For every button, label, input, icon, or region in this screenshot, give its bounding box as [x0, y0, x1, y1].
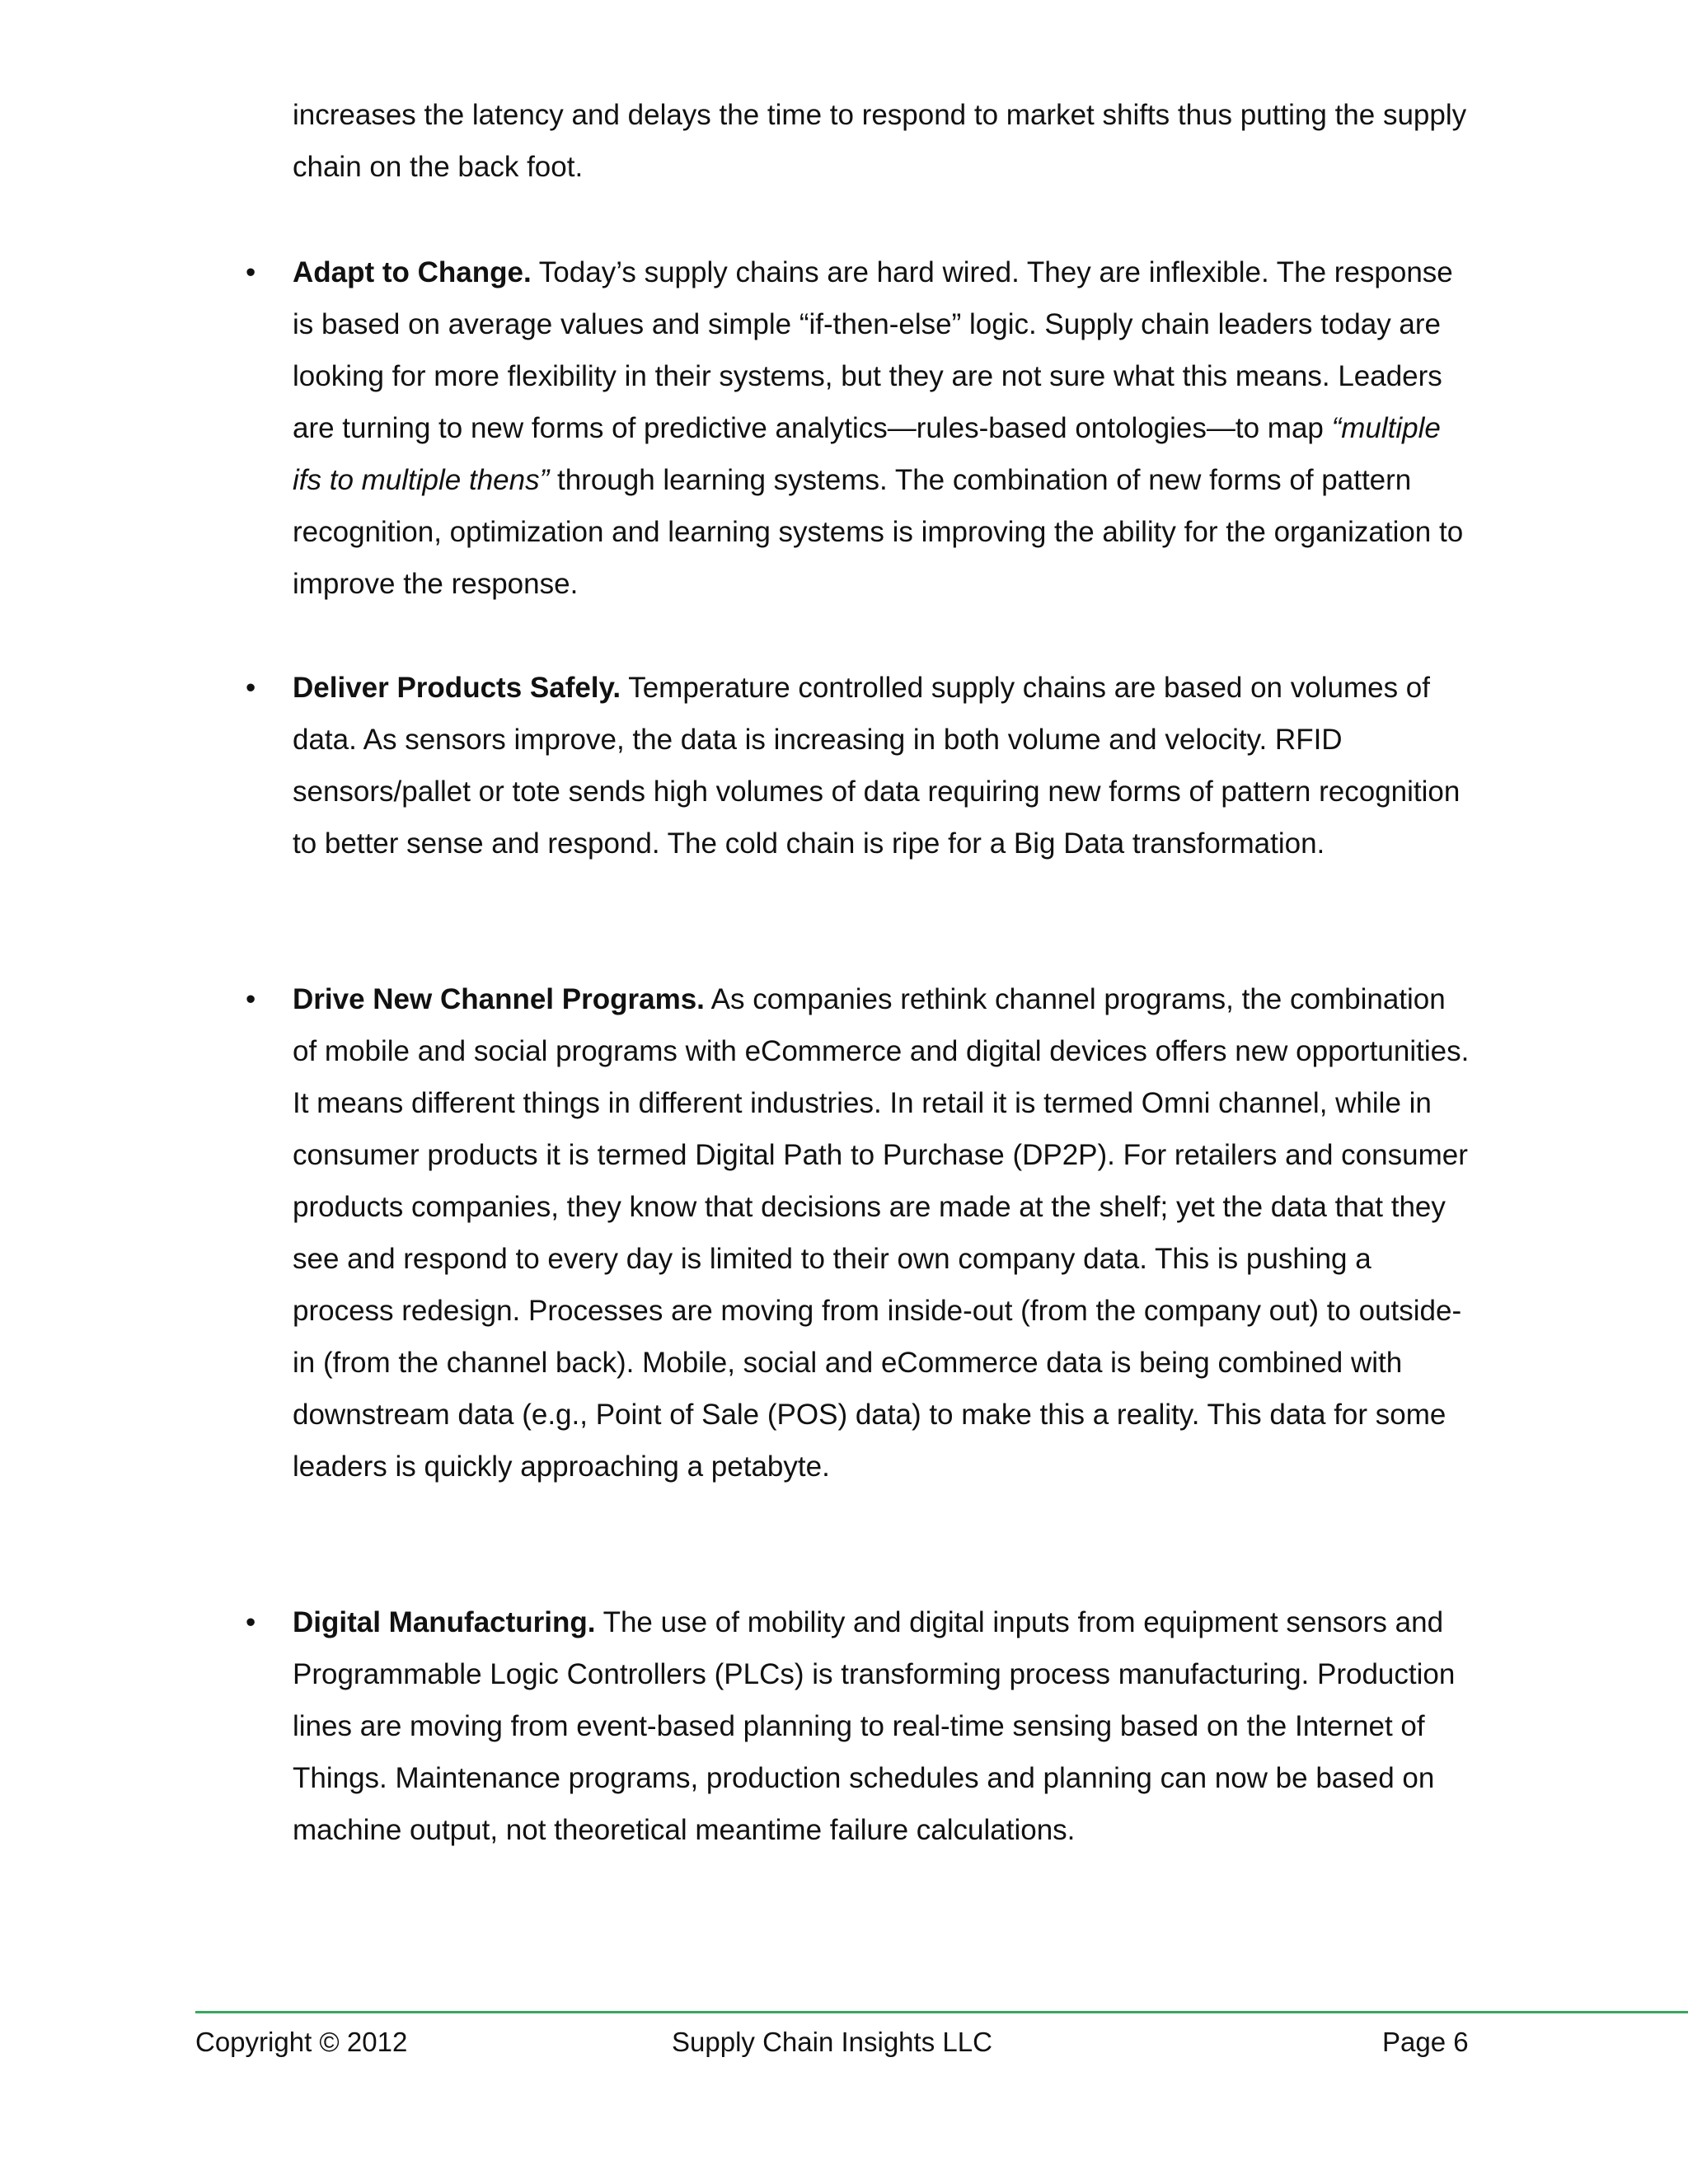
- continuation-paragraph: [293, 89, 1471, 193]
- footer-page-number: Page 6: [1382, 2027, 1469, 2057]
- footer-rule: [195, 2011, 1688, 2013]
- bullet-body-after: through learning systems. The combination of new forms of pattern recognition, optimization and learning systems is improving the ability for the organization to improve the response.: [293, 464, 1464, 600]
- continuation-text: increases the latency and delays the time to respond to market shifts thus putting the supply chain on the back foot.: [293, 99, 1467, 183]
- bullet-lead: Drive New Channel Programs.: [293, 983, 705, 1015]
- bullet-drive-new-channel-programs: [293, 973, 1471, 1493]
- footer-company: Supply Chain Insights LLC: [672, 2027, 992, 2057]
- bullet-body: As companies rethink channel programs, the combination of mobile and social programs with eCommerce and digital devices offers new opportunities. It means different things in different industries. In retail it is termed Omni channel, while in consumer products it is termed Digital Path to Purchase (DP2P). For retailers and consumer products companies, they know that decisions are made at the shelf; yet the data that they see and respond to every day is limited to their own company data. This is pushing a process redesign. Processes are moving from inside-out (from the company out) to outside-in (from the channel back). Mobile, social and eCommerce data is being combined with downstream data (e.g., Point of Sale (POS) data) to make this a reality. This data for some leaders is quickly approaching a petabyte.: [293, 983, 1470, 1483]
- bullet-marker: •: [246, 1606, 256, 1638]
- footer-copyright: Copyright © 2012: [195, 2027, 408, 2057]
- bullet-deliver-products-safely: [293, 662, 1471, 869]
- bullet-lead: Deliver Products Safely.: [293, 672, 621, 704]
- bullet-adapt-to-change: [293, 246, 1471, 610]
- bullet-marker: •: [246, 672, 256, 704]
- bullet-body: Temperature controlled supply chains are based on volumes of data. As sensors improve, the data is increasing in both volume and velocity. RFID sensors/pallet or tote sends high volumes of data requiring new forms of pattern recognition to better sense and respond. The cold chain is ripe for a Big Data transformation.: [293, 672, 1461, 860]
- bullet-italic: “multiple ifs to multiple thens”: [293, 412, 1441, 496]
- bullet-lead: Digital Manufacturing.: [293, 1606, 596, 1638]
- bullet-marker: •: [246, 256, 256, 288]
- bullet-lead: Adapt to Change.: [293, 256, 532, 288]
- bullet-marker: •: [246, 983, 256, 1015]
- bullet-body: Today’s supply chains are hard wired. They are inflexible. The response is based on average values and simple “if-then-else” logic. Supply chain leaders today are looking for more flexibility in their systems, but they are not sure what this means. Leaders are turning to new forms of predictive analytics—rules-based ontologies—to map: [293, 256, 1453, 444]
- bullet-digital-manufacturing: [293, 1596, 1471, 1856]
- bullet-body: The use of mobility and digital inputs from equipment sensors and Programmable Logic Controllers (PLCs) is transforming process manufacturing. Production lines are moving from event-based planning to real-time sensing based on the Internet of Things. Maintenance programs, production schedules and planning can now be based on machine output, not theoretical meantime failure calculations.: [293, 1606, 1456, 1846]
